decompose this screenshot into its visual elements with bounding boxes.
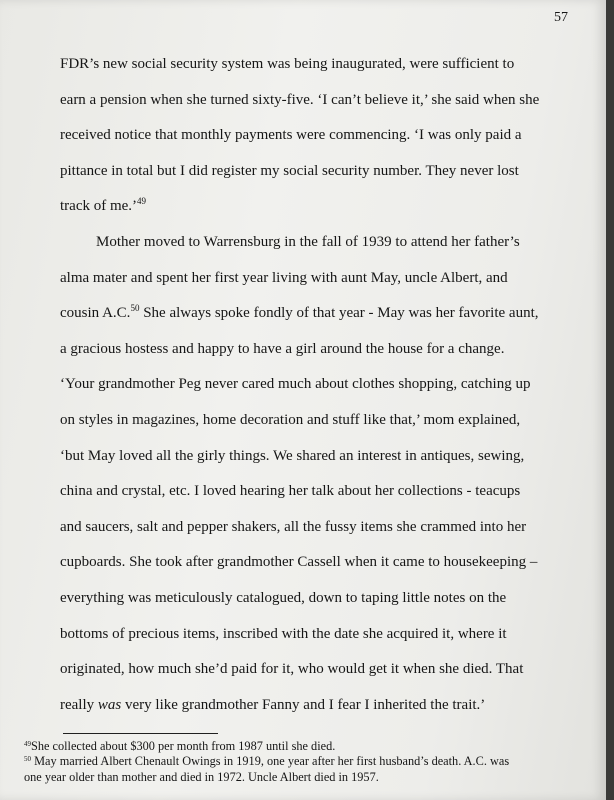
text-line: earn a pension when she turned sixty-five. ‘I can’t believe it,’ she said when she <box>60 91 540 108</box>
page-number: 57 <box>554 10 568 25</box>
footnote-ref-49: 49 <box>137 196 147 207</box>
footnote-divider <box>63 733 218 734</box>
body-text <box>60 47 560 723</box>
footnote-number: 49 <box>24 740 31 748</box>
text-line: cousin A.C. <box>60 305 131 322</box>
text-line: She always spoke fondly of that year - May was her favorite aunt, <box>139 305 539 322</box>
text-line: pittance in total but I did register my social security number. They never lost <box>60 162 519 179</box>
text-line: very like grandmother Fanny and I fear I inherited the trait.’ <box>121 696 486 713</box>
text-line: alma mater and spent her first year living with aunt May, uncle Albert, and <box>60 269 508 286</box>
text-line: received notice that monthly payments were commencing. ‘I was only paid a <box>60 127 522 144</box>
text-line: and saucers, salt and pepper shakers, all the fussy items she crammed into her <box>60 518 527 535</box>
text-line: cupboards. She took after grandmother Cassell when it came to housekeeping – <box>60 554 538 571</box>
text-line: originated, how much she’d paid for it, who would get it when she died. That <box>60 661 524 678</box>
text-line: ‘Your grandmother Peg never cared much about clothes shopping, catching up <box>60 376 531 393</box>
text-line: FDR’s new social security system was being inaugurated, were sufficient to <box>60 56 515 72</box>
text-line: a gracious hostess and happy to have a girl around the house for a change. <box>60 340 505 357</box>
footnote-ref-50: 50 <box>130 303 140 314</box>
text-line: china and crystal, etc. I loved hearing her talk about her collections - teacups <box>60 483 521 500</box>
text-line: Mother moved to Warrensburg in the fall of 1939 to attend her father’s <box>96 233 520 250</box>
footnote-text: May married Albert Chenault Owings in 1919, one year after her first husband’s death. A.C. was <box>31 754 510 769</box>
text-line: track of me.’ <box>60 198 138 215</box>
footnotes <box>24 739 584 785</box>
text-line: ‘but May loved all the girly things. We shared an interest in antiques, sewing, <box>60 447 525 464</box>
text-line: really <box>60 696 98 713</box>
footnote-50 <box>24 754 584 785</box>
text-line: on styles in magazines, home decoration and stuff like that,’ mom explained, <box>60 411 521 428</box>
text-line: everything was meticulously catalogued, down to taping little notes on the <box>60 589 507 606</box>
text-line: bottoms of precious items, inscribed with the date she acquired it, where it <box>60 625 507 642</box>
paragraph-1 <box>60 47 560 225</box>
footnote-number: 50 <box>24 755 31 764</box>
footnote-49 <box>24 739 584 754</box>
footnote-text: She collected about $300 per month from 1987 until she died. <box>31 739 336 753</box>
paragraph-2 <box>60 225 560 723</box>
emphasis-word: was <box>97 696 122 713</box>
footnote-text: one year older than mother and died in 1972. Uncle Albert died in 1957. <box>24 769 379 784</box>
